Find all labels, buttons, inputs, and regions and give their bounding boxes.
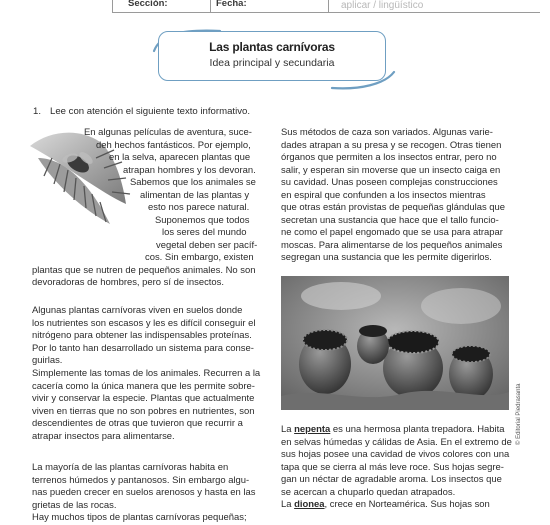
paragraph-nepenta: [281, 424, 512, 512]
text-line: tapa que se cierra al más leve roce. Sus hojas segre-: [281, 461, 504, 473]
text-line: guirlas.: [32, 355, 63, 366]
term-nepenta: nepenta: [294, 424, 331, 435]
text-line: atrapar insectos para alimentarse.: [32, 430, 175, 442]
text-line: Hay muchos tipos de plantas carnívoras pequeñas;: [32, 512, 247, 523]
nepenthes-photo: [281, 276, 509, 410]
text-line: sus hojas posee una cavidad de vivos colores con una: [281, 449, 510, 460]
text-line: atrapan hombres y los devoran.: [123, 164, 256, 176]
text-line: [281, 424, 512, 437]
text-line: Simplemente las tomas de los animales. Recurren a la: [32, 368, 261, 379]
text-line: Sabemos que los animales se: [130, 177, 256, 188]
intro-wrap-5: [130, 177, 256, 190]
text-line: nas pueden crecer en suelos arenosos y hasta en las: [32, 487, 256, 498]
paragraph-nutrients: [32, 305, 255, 368]
text-line: Sus métodos de caza son variados. Algunas varie-: [281, 127, 493, 138]
header-rule: [112, 12, 540, 13]
text-line: Algunas plantas carnívoras viven en suelos donde: [32, 305, 243, 316]
text-line: cos. Sin embargo, existen: [145, 252, 254, 263]
text-line: [281, 499, 512, 512]
text-line: moscas. Para alimentarse de los pequeños animales: [281, 239, 503, 251]
text-line: vegetal deben ser pacíf-: [156, 239, 258, 251]
text-line: deh hechos fantásticos. Por ejemplo,: [96, 139, 251, 151]
text-line: En algunas películas de aventura, suce-: [84, 127, 252, 138]
text-line: ne como el papel engomado que se usa para atrapar: [281, 227, 503, 238]
text-line: terrenos húmedos y pantanosos. Sin embargo algu-: [32, 474, 250, 486]
text-line: grietas de las rocas.: [32, 499, 117, 511]
paragraph-methods: [281, 127, 505, 265]
text-line: devoradoras de hombres, pero sí de insectos.: [32, 277, 225, 288]
intro-wrap-6: [140, 190, 249, 203]
text-line: esto nos parece natural.: [148, 202, 250, 213]
text-line: salir, y esperan sin moverse que un insecto caiga en: [281, 164, 501, 176]
fecha-label: Fecha:: [216, 0, 247, 9]
text-line: vivir y conservar la especie. Plantas que actualmente: [32, 393, 255, 404]
text-line: La mayoría de las plantas carnívoras habita en: [32, 462, 229, 473]
publisher-credit: © Editorial Piedrasanta: [516, 383, 522, 445]
text-line: en la selva, aparecen plantas que: [109, 152, 251, 163]
paragraph-habitat: [32, 462, 256, 525]
text-span: es una hermosa planta trepadora. Habita: [330, 424, 505, 435]
page-subtitle: Idea principal y secundaria: [209, 57, 335, 69]
instruction-number: 1.: [33, 106, 42, 117]
text-line: alimentan de las plantas y: [140, 189, 250, 201]
text-line: secretan una sustancia que hace que el tallo funcio-: [281, 214, 499, 226]
term-dionea: dionea: [294, 499, 325, 510]
text-line: su cavidad. Unas poseen complejas construcciones: [281, 177, 498, 188]
intro-wrap-4: [123, 165, 256, 178]
text-line: dades atrapan a su presa y se recogen. Otras tienen: [281, 139, 502, 151]
intro-wrap-1: [84, 127, 252, 140]
text-line: nitrógeno para obtener las indispensables proteínas.: [32, 330, 252, 341]
text-line: en selvas húmedas y cálidas de Asia. En el extremo de: [281, 436, 512, 448]
text-line: los seres del mundo: [162, 227, 247, 238]
intro-wrap-10: [156, 240, 257, 253]
intro-wrap-3: [109, 152, 250, 165]
text-line: segregan una sustancia que les permite digerirlos.: [281, 252, 492, 263]
text-line: Suponemos que todos: [155, 214, 250, 226]
header-divider: [112, 0, 113, 13]
text-line: Por lo tanto han desarrollado un sistema para conse-: [32, 342, 254, 354]
paragraph-hunting: [32, 368, 260, 443]
intro-wrap-8: [155, 215, 249, 228]
intro-wrap-2: [96, 140, 251, 153]
text-line: viven en tierras que no son pobres en nutrientes, son: [32, 405, 255, 417]
intro-wrap-7: [148, 202, 249, 215]
title-box: [158, 31, 386, 81]
intro-wrap-9: [162, 227, 246, 240]
text-line: plantas que se nutren de pequeños animales. No son: [32, 264, 256, 276]
text-line: en espiral que confunden a los insectos mientras: [281, 189, 486, 201]
header-divider: [328, 0, 329, 13]
text-line: los nutrientes son escasos y les es difícil conseguir el: [32, 317, 256, 329]
seccion-label: Sección:: [128, 0, 168, 9]
text-span: La: [281, 499, 295, 510]
text-span: La: [281, 424, 295, 435]
text-line: se acercan a chuparlo quedan atrapados.: [281, 486, 456, 498]
header-muted-text: aplicar / lingüístico: [341, 0, 424, 11]
text-line: descendientes de otras que tuvieron que recurrir a: [32, 418, 243, 429]
text-line: cacería como la única manera que les permite sobre-: [32, 380, 255, 392]
text-line: gan un néctar de agradable aroma. Los insectos que: [281, 474, 502, 485]
worksheet-header: [0, 0, 550, 14]
text-line: órganos que permiten a los insectos entrar, pero no: [281, 152, 497, 163]
page-title: Las plantas carnívoras: [209, 40, 335, 54]
intro-wrap-11: [145, 252, 254, 265]
instruction-text: Lee con atención el siguiente texto informativo.: [50, 106, 250, 117]
intro-paragraph-end: [32, 265, 256, 290]
text-line: que otras están provistas de pequeñas glándulas que: [281, 202, 506, 213]
text-span: , crece en Norteamérica. Sus hojas son: [324, 499, 490, 510]
header-divider: [210, 0, 211, 13]
